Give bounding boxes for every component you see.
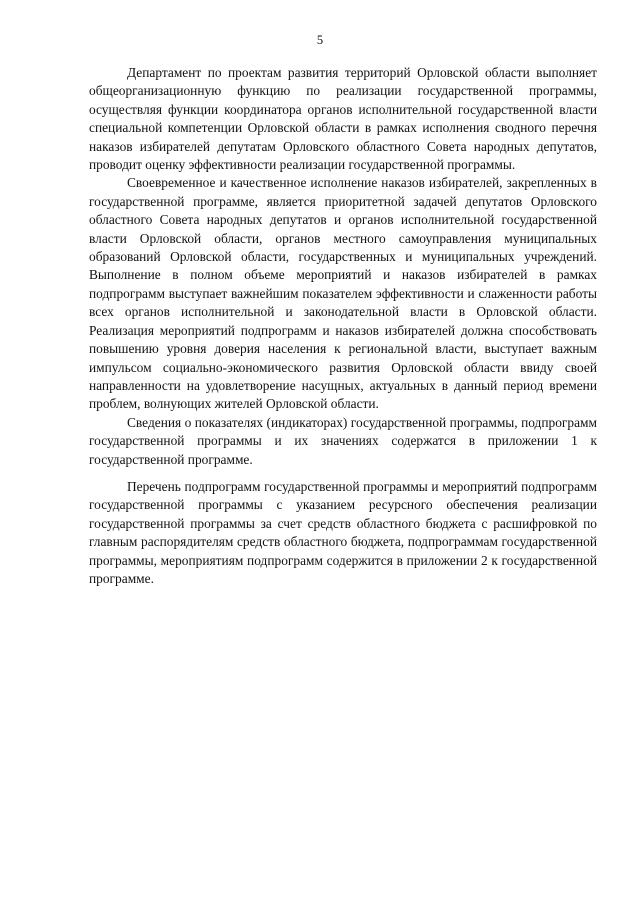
paragraph-indicators: Сведения о показателях (индикаторах) государственной программы, подпрограмм государственной программы и их значениях содержатся в приложении 1 к государственной программе. (89, 414, 597, 467)
paragraph-voter-mandates: Своевременное и качественное исполнение наказов избирателей, закрепленных в государственной программе, является приоритетной задачей депутатов Орловского областного Совета народных депутатов и органов исполнительной государственной власти Орловской области, органов местного самоуправления муниципальных образований Орловской области, государственных и муниципальных учреждений. Выполнение в полном объеме мероприятий и наказов избирателей в рамках подпрограмм выступает важнейшим показателем эффективности и слаженности работы всех органов исполнительной и законодательной власти в Орловской области. Реализация мероприятий подпрограмм и наказов избирателей должна способствовать повышению уровня доверия населения к региональной власти, выступает важным импульсом социально-экономического развития Орловской области ввиду своей направленности на удовлетворение насущных, актуальных в данный период времени проблем, волнующих жителей Орловской области. (89, 175, 597, 412)
page-number: 5 (316, 33, 324, 47)
document-body (89, 64, 597, 588)
paragraph-subprograms-list: Перечень подпрограмм государственной программы и мероприятий подпрограмм государственной программы с указанием ресурсного обеспечения реализации государственной программы за счет средств областного бюджета с расшифровкой по главным распорядителям средств областного бюджета, подпрограммам государственной программы, мероприятиям подпрограмм содержится в приложении 2 к государственной программе. (89, 478, 597, 586)
paragraph-coordinator: Департамент по проектам развития территорий Орловской области выполняет общеорганизационную функцию по реализации государственной программы, осуществляя функции координатора органов исполнительной государственной власти специальной компетенции Орловской области в рамках исполнения сводного перечня наказов избирателей депутатам Орловского областного Совета народных депутатов, проводит оценку эффективности реализации государственной программы. (89, 65, 597, 173)
